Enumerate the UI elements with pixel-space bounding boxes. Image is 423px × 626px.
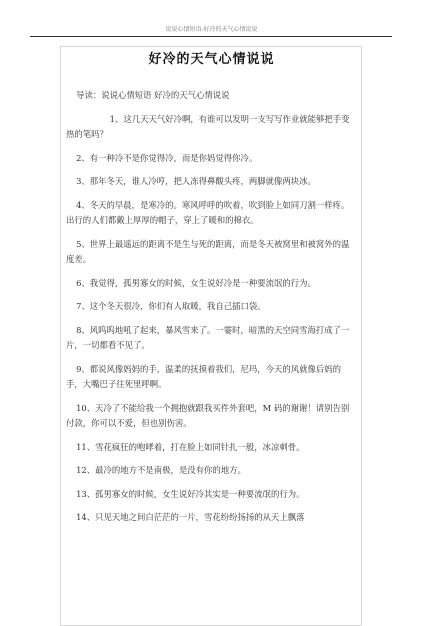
- document-title: 好冷的天气心情说说: [148, 52, 275, 67]
- paragraph-6: 6、我觉得，孤男寡女的时候，女生说好冷是一种要流氓的行为。: [76, 277, 316, 288]
- document-body: [66, 88, 356, 534]
- paragraph-14: 14、只见天地之间白茫茫的一片，雪花纷纷扬扬的从天上飘落: [76, 512, 305, 522]
- paragraph-7: 7、这个冬天很冷，你们有人取暖，我自己插口袋。: [76, 301, 266, 311]
- paragraph-13: 13、孤男寡女的时候，女生说好冷其实是一种要流氓的行为。: [76, 488, 305, 499]
- paragraph-11: 11、雪花疯狂的咆哮着，打在脸上如同针扎一般，冰凉刺骨。: [76, 441, 305, 452]
- paragraph-3: 3、那年冬天，谁人冷哼，把人冻得鼻酸头疼，两脚就像两块冰。: [76, 176, 316, 186]
- paragraph-1: 1、这几天天气好冷啊，有谁可以发明一支写写作业就能够把手变热的笔吗？: [66, 113, 350, 139]
- paragraph-5: 5、世界上最遥远的距离不是生与死的距离，而是冬天被窝里和被窝外的温度差。: [66, 238, 350, 264]
- header-divider: [30, 36, 392, 37]
- intro-text: 导读：说说心情短语 好冷的天气心情说说: [76, 90, 230, 100]
- paragraph-8: 8、风呜呜地吼了起来，暴风雪来了。一霎时，暗黑的天空同雪海打成了一片，一切都看不见了。: [66, 324, 350, 350]
- page-header: 说说心情短语-好冷的天气心情说说: [165, 26, 258, 33]
- paragraph-2: 2、有一种冷不是你觉得冷，而是你妈觉得你冷。: [76, 152, 258, 163]
- paragraph-4: 4、冬天的早晨，是寒冷的。寒风呼呼的吹着，吹到脸上如同刀割一样疼。出行的人们都戴上厚厚的帽子，穿上了暖和的棉衣。: [66, 199, 350, 225]
- paragraph-10: 10、天冷了不能给我一个拥抱就跟我买件外套吧，M 码的谢谢！请别告别付款，你可以不爱，但也别伤害。: [66, 402, 350, 428]
- paragraph-12: 12、最冷的地方不是南极，是没有你的地方。: [76, 465, 246, 475]
- paragraph-9: 9、都说风像妈妈的手，温柔的抚摸着我们，尼玛，今天的风就像后妈的手，大嘴巴子往死里呼啊。: [66, 363, 342, 389]
